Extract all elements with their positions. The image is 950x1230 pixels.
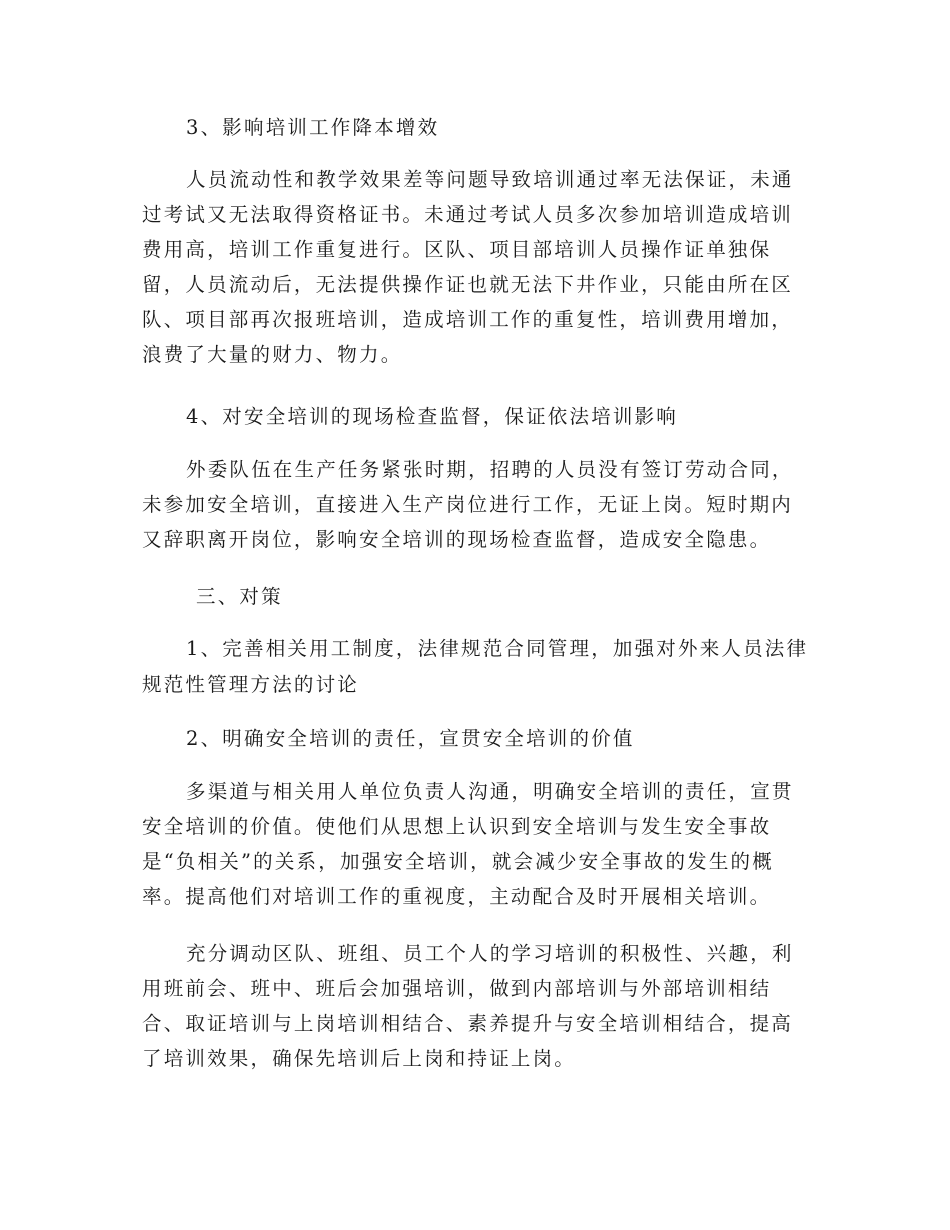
part-heading-countermeasures: 三、对策 [196, 585, 283, 608]
paragraph-line: 未参加安全培训，直接进入生产岗位进行工作，无证上岗。短时期内 [142, 493, 794, 516]
paragraph-line: 多渠道与相关用人单位负责人沟通，明确安全培训的责任，宣贯 [186, 780, 794, 803]
paragraph-line: 用班前会、班中、班后会加强培训，做到内部培训与外部培训相结 [142, 977, 772, 1000]
paragraph-line: 外委队伍在生产任务紧张时期，招聘的人员没有签订劳动合同， [186, 458, 794, 481]
section-heading-3: 3、影响培训工作降本增效 [186, 116, 440, 139]
paragraph-line: 费用高，培训工作重复进行。区队、项目部培训人员操作证单独保 [142, 238, 772, 261]
paragraph-line: 又辞职离开岗位，影响安全培训的现场检查监督，造成安全隐患。 [142, 528, 772, 551]
paragraph-line: 队、项目部再次报班培训，造成培训工作的重复性，培训费用增加， [142, 308, 794, 331]
countermeasure-1-line: 规范性管理方法的讨论 [142, 673, 360, 696]
countermeasure-1-line: 1、完善相关用工制度，法律规范合同管理，加强对外来人员法律 [186, 637, 809, 660]
paragraph-line: 留，人员流动后，无法提供操作证也就无法下井作业，只能由所在区 [142, 273, 794, 296]
section-heading-4: 4、对安全培训的现场检查监督，保证依法培训影响 [186, 405, 679, 428]
paragraph-line: 浪费了大量的财力、物力。 [142, 343, 403, 366]
paragraph-line: 率。提高他们对培训工作的重视度，主动配合及时开展相关培训。 [142, 885, 772, 908]
paragraph-line: 安全培训的价值。使他们从思想上认识到安全培训与发生安全事故 [142, 815, 772, 838]
paragraph-line: 充分调动区队、班组、员工个人的学习培训的积极性、兴趣，利 [186, 942, 794, 965]
paragraph-line: 人员流动性和教学效果差等问题导致培训通过率无法保证，未通 [186, 168, 794, 191]
paragraph-line: 是“负相关”的关系，加强安全培训，就会减少安全事故的发生的概 [142, 850, 774, 873]
paragraph-line: 过考试又无法取得资格证书。未通过考试人员多次参加培训造成培训 [142, 203, 794, 226]
paragraph-line: 了培训效果，确保先培训后上岗和持证上岗。 [142, 1047, 577, 1070]
paragraph-line: 合、取证培训与上岗培训相结合、素养提升与安全培训相结合，提高 [142, 1012, 794, 1035]
countermeasure-2-heading: 2、明确安全培训的责任，宣贯安全培训的价值 [186, 727, 635, 750]
